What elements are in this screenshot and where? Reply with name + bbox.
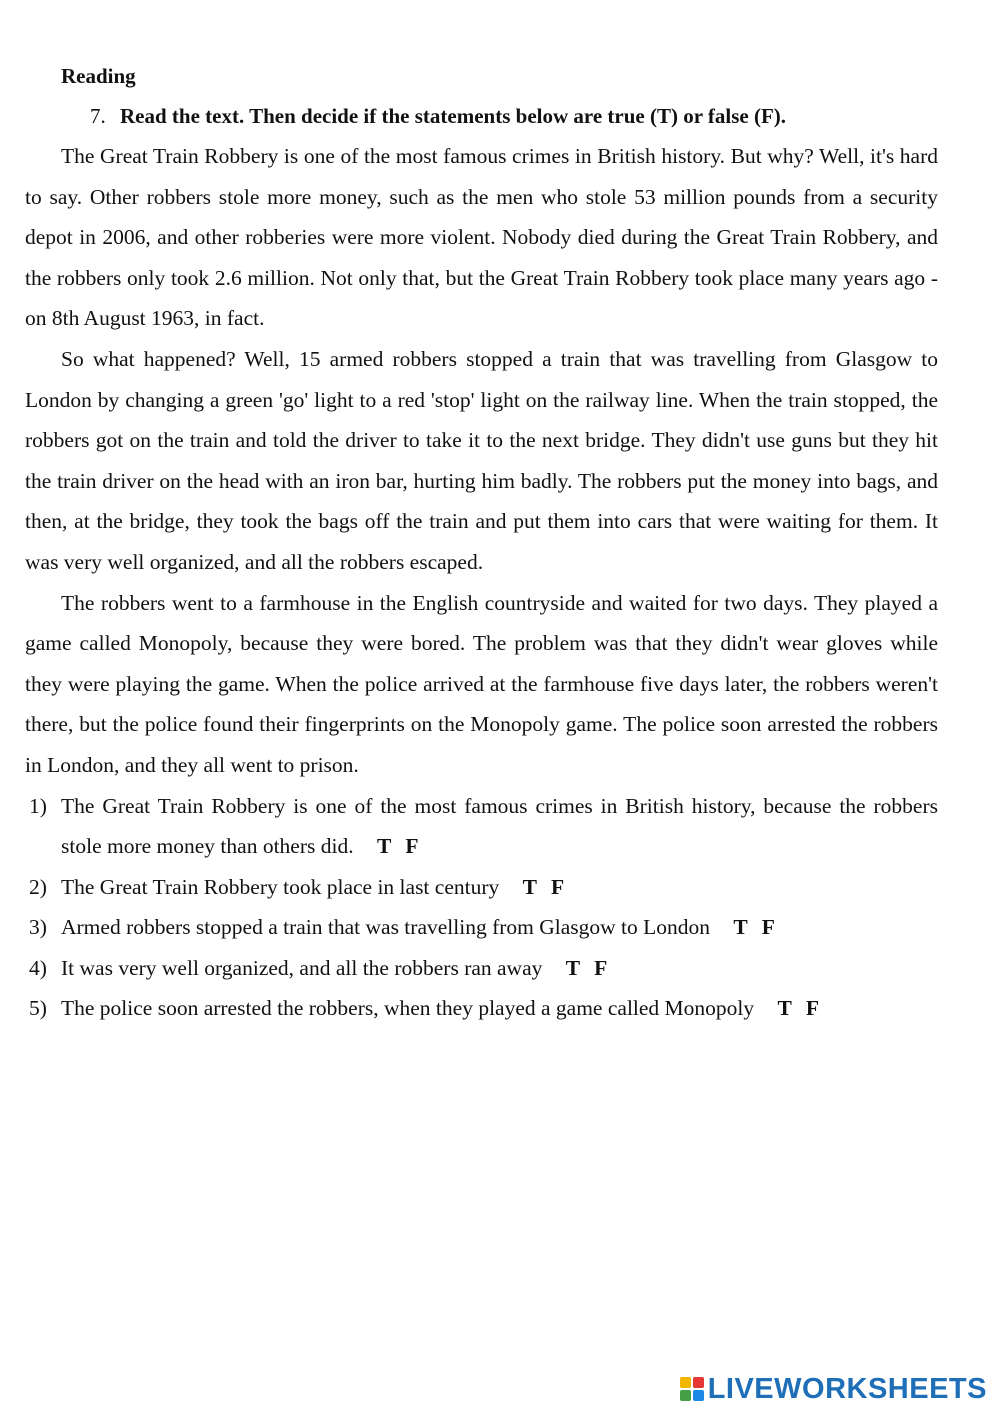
true-false-choice [523, 875, 564, 899]
statement-number: 1) [29, 793, 47, 818]
false-option[interactable]: F [594, 955, 608, 980]
statement-text: It was very well organized, and all the robbers ran away [61, 955, 543, 980]
false-option[interactable]: F [761, 915, 775, 940]
true-false-choice [377, 834, 418, 858]
statement-number: 3) [29, 915, 47, 940]
logo-grid-icon [680, 1377, 704, 1401]
true-option[interactable]: T [733, 915, 748, 940]
task-instruction [25, 96, 938, 136]
true-option[interactable]: T [376, 834, 392, 859]
true-option[interactable]: T [565, 955, 581, 980]
false-option[interactable]: F [550, 874, 565, 899]
paragraph-1: The Great Train Robbery is one of the most famous crimes in British history. But why? Well, it's hard to say. Other robbers stole more money, such as the men who stole 53 million pounds from a security depot in 2006, and other robberies were more violent. Nobody died during the Great Train Robbery, and the robbers only took 2.6 million. Not only that, but the Great Train Robbery took place many years ago - on 8th August 1963, in fact. [25, 144, 938, 331]
paragraph-2: So what happened? Well, 15 armed robbers stopped a train that was travelling from Glasgow to London by changing a green 'go' light to a red 'stop' light on the railway line. When the train stopped, the robbers got on the train and told the driver to take it to the next bridge. They didn't use guns but they hit the train driver on the head with an iron bar, hurting him badly. The robbers put the money into bags, and then, at the bridge, they took the bags off the train and put them into cars that were waiting for them. It was very well organized, and all the robbers escaped. [25, 346, 938, 574]
statement-number: 5) [29, 996, 47, 1021]
liveworksheets-logo[interactable] [680, 1374, 987, 1404]
logo-square-1 [680, 1377, 691, 1388]
true-false-choice [566, 956, 607, 980]
statement-item [25, 907, 938, 948]
statement-text: The Great Train Robbery took place in last century [61, 874, 500, 899]
logo-square-3 [680, 1390, 691, 1401]
logo-text: LIVEWORKSHEETS [707, 1372, 987, 1405]
true-option[interactable]: T [777, 996, 792, 1021]
statement-item [25, 948, 938, 989]
task-text: Read the text. Then decide if the statements below are true (T) or false (F). [120, 104, 787, 128]
true-option[interactable]: T [522, 874, 537, 899]
logo-square-4 [693, 1390, 704, 1401]
statement-item [25, 867, 938, 908]
statement-text: Armed robbers stopped a train that was travelling from Glasgow to London [61, 915, 711, 940]
statement-item [25, 988, 938, 1029]
worksheet-page [25, 56, 938, 1029]
logo-square-2 [693, 1377, 704, 1388]
statement-number: 2) [29, 874, 47, 899]
statement-number: 4) [29, 955, 47, 980]
section-title: Reading [61, 64, 136, 88]
task-number: 7. [90, 104, 106, 128]
true-false-choice [778, 996, 819, 1020]
statement-text: The police soon arrested the robbers, when they played a game called Monopoly [61, 996, 755, 1021]
false-option[interactable]: F [805, 996, 820, 1021]
statement-item [25, 786, 938, 867]
statement-list [25, 786, 938, 1030]
false-option[interactable]: F [405, 834, 419, 859]
statement-text: The Great Train Robbery is one of the most famous crimes in British history, because the robbers stole more money than others did. [61, 793, 938, 859]
true-false-choice [733, 915, 774, 939]
paragraph-3: The robbers went to a farmhouse in the English countryside and waited for two days. They played a game called Monopoly, because they were bored. The problem was that they didn't wear gloves while they were playing the game. When the police arrived at the farmhouse five days later, the robbers weren't there, but the police found their fingerprints on the Monopoly game. The police soon arrested the robbers in London, and they all went to prison. [25, 590, 938, 777]
